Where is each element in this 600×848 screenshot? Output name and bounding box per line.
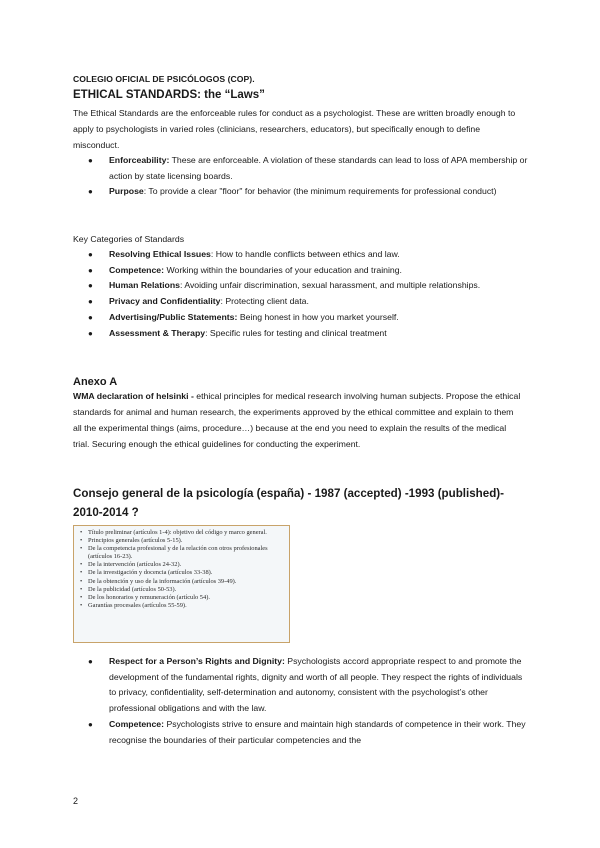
bullet-icon: ● [88,187,93,197]
list-item: • De la investigación y docencia (artículos 33-38). [80,569,213,577]
list-item: • De los honorarios y remuneración (artículo 54). [80,593,210,601]
list-item: ● Respect for a Person’s Rights and Dignity: Psychologists accord appropriate respect to and promote the development of the fundamental rights, dignity and worth of all people. They respect the rights of individuals to privacy, confidentiality, self-determination and autonomy, consistent with the psychologist’s other professional obligations and with the law. [88,656,523,714]
list-item: ● Purpose: To provide a clear "floor" for behavior (the minimum requirements for professional conduct) [88,184,528,200]
list-item: ● Competence: Psychologists strive to ensure and maintain high standards of competence in their work. They recognise the boundaries of their particular competencies and the [88,718,526,745]
page-number: 2 [73,796,79,806]
intro-paragraph: The Ethical Standards are the enforceable rules for conduct as a psychologist. These are written broadly enough to apply to psychologists in varied roles (clinicians, researchers, educators), but specifically enough to define misconduct. [73,108,516,150]
categories-heading: Key Categories of Standards [73,234,185,244]
list-item: ● Competence: Working within the boundaries of your education and training. [88,263,528,279]
principles-list [88,654,528,748]
list-item: ● Human Relations: Avoiding unfair discrimination, sexual harassment, and multiple relationships. [88,278,528,294]
embedded-code-index-image [73,525,290,643]
list-item: • De la intervención (artículos 24-32). [80,561,182,569]
bullet-icon: ● [88,156,93,165]
section-heading-ethical-standards: ETHICAL STANDARDS: the “Laws” [73,89,265,101]
annex-paragraph: WMA declaration of helsinki - ethical principles for medical research involving human subjects. Propose the ethical standards for animal and human research, the experiments approved by the ethical committee and explain to them all the experimental things (aims, procedure…) because at the end you need to explain the results of the medical trial. Securing enough the ethical guidelines for conducting the experiment. [73,391,521,449]
intro-bullet-list [88,153,528,200]
consejo-heading: Consejo general de la psicología (españa) - 1987 (accepted) -1993 (published)- 2010-2014 ? [73,487,505,519]
organization-title: COLEGIO OFICIAL DE PSICÓLOGOS (COP). [73,74,255,84]
list-item: • Título preliminar (artículos 1-4): objetivo del código y marco general. [80,529,267,536]
bullet-icon: ● [88,297,93,307]
list-item: ● Resolving Ethical Issues: How to handle conflicts between ethics and law. [88,247,528,263]
bullet-icon: ● [88,281,93,291]
list-item: • Principios generales (artículos 5-15). [80,537,183,545]
list-item: • Garantías procesales (artículos 55-59). [80,601,187,609]
categories-list [88,247,528,341]
list-item: ● Privacy and Confidentiality: Protecting client data. [88,294,528,310]
bullet-icon: ● [88,250,93,259]
list-item: ● Enforceability: These are enforceable. A violation of these standards can lead to loss of APA membership or action by state licensing boards. [88,155,528,181]
list-item: ● Advertising/Public Statements: Being honest in how you market yourself. [88,310,528,326]
bullet-icon: ● [88,265,93,275]
bullet-icon: ● [88,312,93,322]
list-item: • De la competencia profesional y de la relación con otros profesionales (artículos 16-23). [80,545,268,561]
bullet-icon: ● [88,657,93,666]
list-item: • De la obtención y uso de la información (artículos 39-49). [80,577,237,585]
bullet-icon: ● [88,719,93,729]
bullet-icon: ● [88,328,93,338]
annex-heading: Anexo A [73,376,118,388]
list-item: ● Assessment & Therapy: Specific rules for testing and clinical treatment [88,326,528,342]
list-item: • De la publicidad (artículos 50-53). [80,585,177,593]
annex-lead: WMA declaration of helsinki - [73,391,194,401]
